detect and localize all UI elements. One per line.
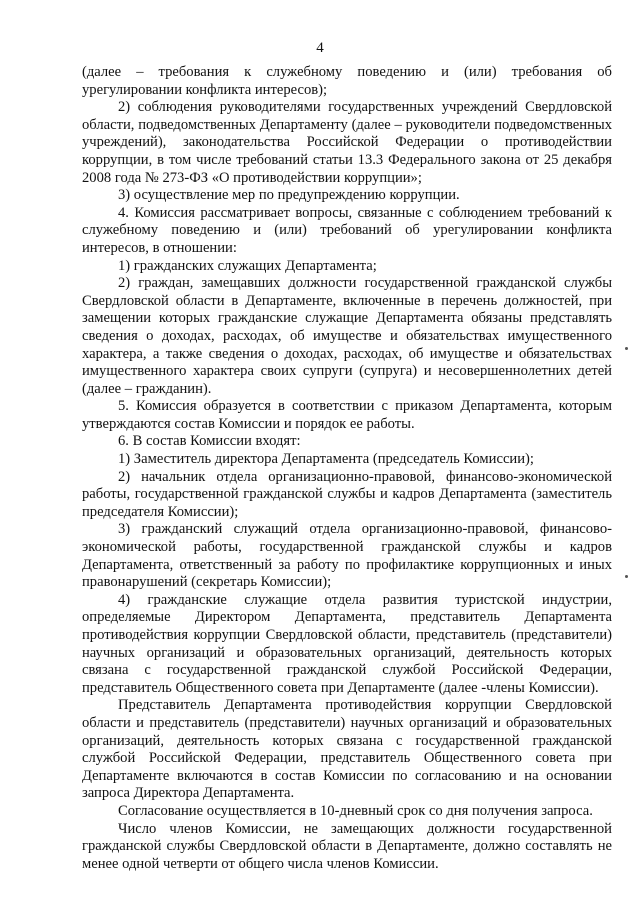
scan-speck bbox=[625, 575, 628, 578]
paragraph-clause-6: 6. В состав Комиссии входят: bbox=[118, 433, 301, 450]
paragraph-clause-4: 4. Комиссия рассматривает вопросы, связанные с соблюдением требований к служебному поведению и (или) требований об урегулировании конфликта интересов, в отношении: bbox=[82, 204, 612, 256]
page-number: 4 bbox=[316, 40, 324, 56]
paragraph-clause-4-item-2: 2) граждан, замещавших должности государственной гражданской службы Свердловской области в Департаменте, включенные в перечень должностей, при замещении которых гражданские служащие Департамента обязаны представлять сведения о доходах, расходах, об имуществе и обязательствах имущественного характера, а также сведения о доходах, расходах, об имуществе и обязательствах имущественного характера своих супруги (супруга) и несовершеннолетних детей (далее – гражданин). bbox=[82, 275, 612, 397]
paragraph-continuation: (далее – требования к служебному поведению и (или) требования об урегулировании конфликта интересов); bbox=[82, 64, 612, 98]
paragraph-clause-6-item-4: 4) гражданские служащие отдела развития туристской индустрии, определяемые Директором Департамента, представитель Департамента противодействия коррупции Свердловской области, представитель (представители) научных организаций и образовательных организаций, деятельность которых связана с государственной гражданской службой Российской Федерации, представитель Общественного совета при Департаменте (далее -члены Комиссии). bbox=[82, 591, 612, 696]
paragraph-item-3-prevention: 3) осуществление мер по предупреждению коррупции. bbox=[118, 187, 460, 204]
paragraph-clause-5: 5. Комиссия образуется в соответствии с приказом Департамента, которым утверждаются состав Комиссии и порядок ее работы. bbox=[82, 398, 612, 432]
paragraph-item-2-compliance: 2) соблюдения руководителями государственных учреждений Свердловской области, подведомственных Департаменту (далее – руководители подведомственных учреждений), законодательства Российской Федерации о противодействии коррупции, в том числе требований статьи 13.3 Федерального закона от 25 декабря 2008 года № 273-ФЗ «О противодействии коррупции»; bbox=[82, 99, 612, 186]
paragraph-clause-6-item-1: 1) Заместитель директора Департамента (председатель Комиссии); bbox=[118, 451, 534, 468]
document-body bbox=[82, 64, 612, 873]
paragraph-clause-6-item-3: 3) гражданский служащий отдела организационно-правовой, финансово-экономической работы, государственной гражданской службы и кадров Департамента, ответственный за работу по профилактике коррупционных и иных правонарушений (секретарь Комиссии); bbox=[82, 521, 612, 591]
paragraph-representatives: Представитель Департамента противодействия коррупции Свердловской области и представитель (представители) научных организаций и образовательных организаций, деятельность которых связана с государственной гражданской службой Российской Федерации, представитель Общественного совета при Департаменте включаются в состав Комиссии по согласованию и на основании запроса Директора Департамента. bbox=[82, 697, 612, 802]
paragraph-clause-4-item-1: 1) гражданских служащих Департамента; bbox=[118, 257, 377, 274]
paragraph-member-quota: Число членов Комиссии, не замещающих должности государственной гражданской службы Свердловской области в Департаменте, должно составлять не менее одной четверти от общего числа членов Комиссии. bbox=[82, 820, 612, 872]
scan-speck bbox=[625, 347, 628, 350]
paragraph-approval-term: Согласование осуществляется в 10-дневный срок со дня получения запроса. bbox=[118, 802, 593, 819]
paragraph-clause-6-item-2: 2) начальник отдела организационно-правовой, финансово-экономической работы, государственной гражданской службы и кадров Департамента (заместитель председателя Комиссии); bbox=[82, 468, 612, 520]
